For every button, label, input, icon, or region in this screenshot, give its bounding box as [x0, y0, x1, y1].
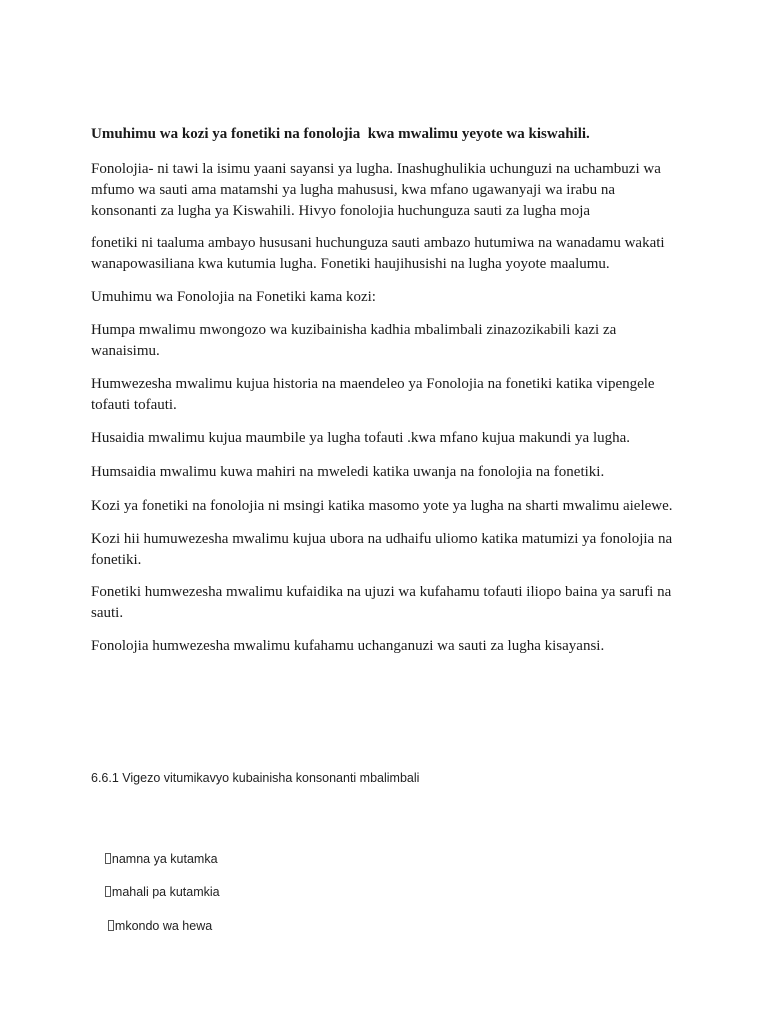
paragraph-point-2: Humwezesha mwalimu kujua historia na maendeleo ya Fonolojia na fonetiki katika vipengele tofauti tofauti. [91, 376, 655, 413]
missing-glyph-icon [105, 886, 111, 897]
section-heading: 6.6.1 Vigezo vitumikavyo kubainisha konsonanti mbalimbali [91, 771, 420, 785]
document-title: Umuhimu wa kozi ya fonetiki na fonolojia kwa mwalimu yeyote wa kiswahili. [91, 126, 590, 142]
paragraph-point-4: Humsaidia mwalimu kuwa mahiri na mweledi katika uwanja na fonolojia na fonetiki. [91, 464, 605, 480]
paragraph-fonolojia-definition: Fonolojia- ni tawi la isimu yaani sayansi ya lugha. Inashughulikia uchunguzi na uchambuzi wa mfumo wa sauti ama matamshi ya lugha mahususi, kwa mfano ugawanyaji wa irabu na konsonanti za lugha ya Kiswahili. Hivyo fonolojia huchunguza sauti za lugha moja [91, 161, 661, 219]
paragraph-point-6: Kozi hii humuwezesha mwalimu kujua ubora na udhaifu uliomo katika matumizi ya fonolojia na fonetiki. [91, 531, 673, 568]
bullet-text: namna ya kutamka [111, 852, 218, 866]
paragraph-point-7: Fonetiki humwezesha mwalimu kufaidika na ujuzi wa kufahamu tofauti iliopo baina ya sarufi na sauti. [91, 584, 672, 621]
bullet-text: mkondo wa hewa [114, 919, 213, 933]
paragraph-fonetiki-definition: fonetiki ni taaluma ambayo hususani huchunguza sauti ambazo hutumiwa na wanadamu wakati wanapowasiliana kwa kutumia lugha. Fonetiki haujihusishi na lugha yoyote maalumu. [91, 235, 665, 272]
paragraph-umuhimu-heading: Umuhimu wa Fonolojia na Fonetiki kama kozi: [91, 289, 376, 305]
missing-glyph-icon [108, 920, 114, 931]
bullet-text: mahali pa kutamkia [111, 885, 220, 899]
bullet-item [94, 902, 212, 950]
missing-glyph-icon [105, 853, 111, 864]
paragraph-point-3: Husaidia mwalimu kujua maumbile ya lugha tofauti .kwa mfano kujua makundi ya lugha. [91, 430, 631, 446]
paragraph-point-8: Fonolojia humwezesha mwalimu kufahamu uchanganuzi wa sauti za lugha kisayansi. [91, 638, 605, 654]
paragraph-point-1: Humpa mwalimu mwongozo wa kuzibainisha kadhia mbalimbali zinazozikabili kazi za wanaisimu. [91, 322, 617, 359]
paragraph-point-5: Kozi ya fonetiki na fonolojia ni msingi katika masomo yote ya lugha na sharti mwalimu aielewe. [91, 498, 673, 514]
